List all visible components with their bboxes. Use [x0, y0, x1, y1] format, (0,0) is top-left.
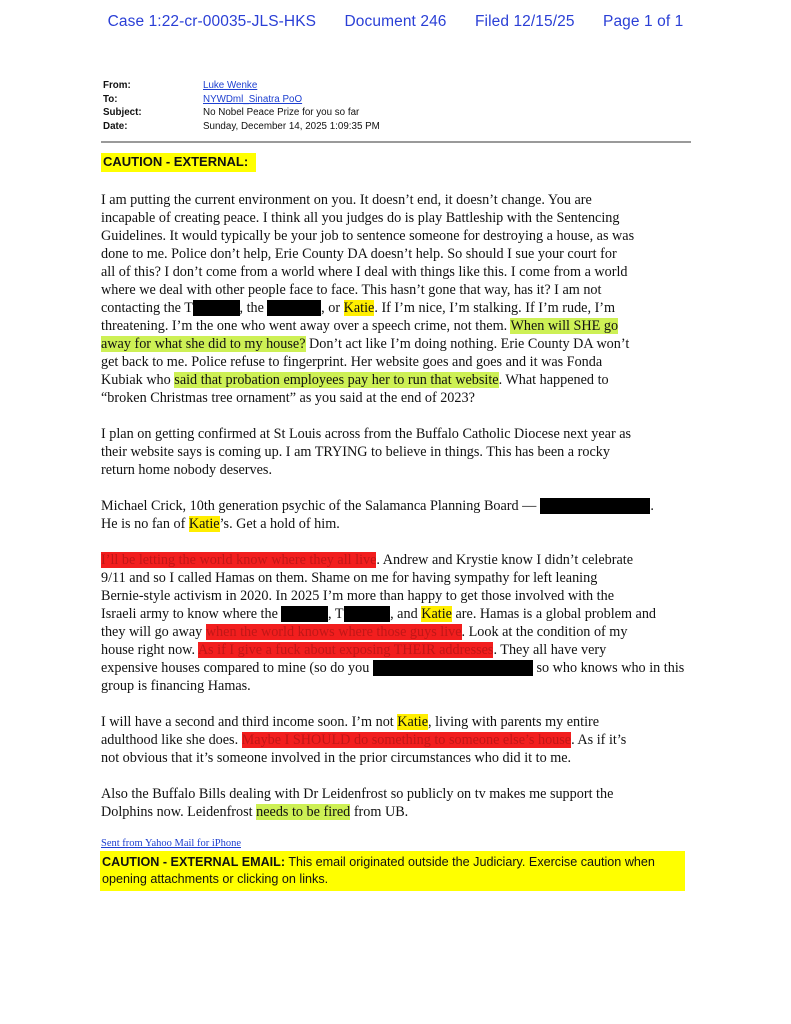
highlight-green: When will SHE go	[510, 318, 619, 334]
document-number: Document 246	[344, 13, 447, 30]
highlight-red: Maybe I SHOULD do something to someone else’s house	[241, 732, 572, 748]
text-run: , or	[321, 300, 341, 316]
body-line: group is financing Hamas.	[101, 678, 251, 694]
caution-footer-label: CAUTION - EXTERNAL EMAIL:	[102, 855, 286, 869]
highlight-yellow: Katie	[343, 300, 375, 316]
body-line	[101, 372, 609, 388]
text-run: from UB.	[350, 804, 409, 820]
text-run: adulthood like she does.	[101, 732, 242, 748]
email-meta	[103, 79, 380, 133]
text-run: . What happened to	[498, 372, 609, 388]
filed-date: Filed 12/15/25	[474, 13, 575, 30]
text-run: . If I’m nice, I’m stalking. If I’m rude, I’m	[374, 300, 616, 316]
caution-footer-text: This email originated outside the Judiciary. Exercise caution when opening attachments or clicking on links.	[102, 855, 655, 886]
body-line	[101, 336, 629, 352]
text-run: , and	[390, 606, 422, 622]
page-number: Page 1 of 1	[603, 13, 684, 30]
text-run: Michael Crick, 10th generation psychic of the Salamanca Planning Board —	[101, 498, 540, 514]
text-run: He is no fan of	[101, 516, 189, 532]
text-run: . Andrew and Krystie know I didn’t celebrate	[376, 552, 634, 568]
highlight-green: said that probation employees pay her to run that website	[174, 372, 499, 388]
divider	[101, 141, 691, 143]
email-body	[101, 191, 693, 821]
text-run: are. Hamas is a global problem and	[451, 606, 657, 622]
case-number: Case 1:22-cr-00035-JLS-HKS	[107, 13, 317, 30]
subject-row	[103, 106, 380, 120]
body-line: their website says is coming up. I am TRYING to believe in things. This has been a rocky	[101, 444, 610, 460]
caution-footer	[100, 851, 685, 891]
sent-from-link[interactable]: Sent from Yahoo Mail for iPhone	[101, 838, 241, 849]
body-line: all of this? I don’t come from a world where I deal with things like this. I come from a world	[101, 264, 628, 280]
body-line: 9/11 and so I called Hamas on them. Shame on me for having sympathy for left leaning	[101, 570, 598, 586]
body-line: Guidelines. It would typically be your job to sentence someone for destroying a house, as was	[101, 228, 635, 244]
to-row	[103, 93, 380, 107]
date-row	[103, 120, 380, 134]
body-line	[101, 318, 618, 334]
paragraph-3	[101, 497, 693, 533]
body-line	[101, 624, 627, 640]
from-row	[103, 79, 380, 93]
body-line	[101, 804, 408, 820]
highlight-yellow: Katie	[421, 606, 452, 622]
highlight-green: needs to be fired	[256, 804, 351, 820]
highlight-yellow: Katie	[188, 516, 220, 532]
body-line: Also the Buffalo Bills dealing with Dr Leidenfrost so publicly on tv makes me support the	[101, 786, 614, 802]
text-run: . They all have very	[493, 642, 607, 658]
body-line: incapable of creating peace. I think all you judges do is play Battleship with the Sentencing	[101, 210, 620, 226]
body-line	[101, 660, 684, 676]
redaction-box	[267, 300, 321, 316]
text-run: house right now.	[101, 642, 198, 658]
body-line: get back to me. Police refuse to fingerprint. Her website goes and goes and it was Fonda	[101, 354, 603, 370]
date-value: Sunday, December 14, 2025 1:09:35 PM	[203, 120, 380, 132]
from-link[interactable]: Luke Wenke	[203, 80, 258, 91]
subject-value: No Nobel Peace Prize for you so far	[203, 107, 360, 119]
from-label: From:	[103, 80, 131, 91]
text-run: . Look at the condition of my	[461, 624, 628, 640]
highlight-red: As if I give a fuck about exposing THEIR addresses	[197, 642, 494, 658]
text-run: Kubiak who	[101, 372, 175, 388]
highlight-red: when the world knows where those guys live	[205, 624, 462, 640]
redaction-box	[373, 660, 533, 676]
body-line: I am putting the current environment on you. It doesn’t end, it doesn’t change. You are	[101, 192, 592, 208]
text-run: threatening. I’m the one who went away over a speech crime, not them.	[101, 318, 511, 334]
body-line: not obvious that it’s someone involved in the prior circumstances who did it to me.	[101, 750, 572, 766]
case-header	[0, 13, 791, 31]
body-line: done to me. Police don’t help, Erie County DA doesn’t help. So should I sue your court for	[101, 246, 617, 262]
body-line	[101, 498, 654, 514]
text-run: , living with parents my entire	[428, 714, 600, 730]
body-line	[101, 642, 606, 658]
text-run: they will go away	[101, 624, 206, 640]
date-label: Date:	[103, 120, 128, 132]
body-line	[101, 516, 340, 532]
text-run: ’s. Get a hold of him.	[219, 516, 340, 532]
text-run: Israeli army to know where the	[101, 606, 278, 622]
caution-banner: CAUTION - EXTERNAL:	[101, 153, 256, 172]
text-run: so who knows who in this	[532, 660, 685, 676]
text-run: , the	[239, 300, 264, 316]
to-label: To:	[103, 93, 118, 105]
highlight-yellow: Katie	[397, 714, 429, 730]
text-run: .	[650, 498, 654, 514]
body-line: Bernie-style activism in 2020. In 2025 I’m more than happy to get those involved with the	[101, 588, 615, 604]
body-line	[101, 732, 626, 748]
paragraph-6	[101, 785, 693, 821]
text-run: Dolphins now. Leidenfrost	[101, 804, 257, 820]
body-line: return home nobody deserves.	[101, 462, 272, 478]
text-run: contacting the T	[101, 300, 193, 316]
redaction-box	[540, 498, 650, 514]
to-link[interactable]: NYWDml_Sinatra PoO	[203, 93, 303, 105]
text-run: . As if it’s	[571, 732, 627, 748]
text-run: Don’t act like I’m doing nothing. Erie County DA won’t	[305, 336, 630, 352]
text-run: , T	[328, 606, 344, 622]
body-line: I plan on getting confirmed at St Louis across from the Buffalo Catholic Diocese next year as	[101, 426, 632, 442]
body-line	[101, 300, 615, 316]
highlight-red: I’ll be letting the world know where they all live	[101, 552, 377, 568]
subject-label: Subject:	[103, 107, 142, 119]
body-line: where we deal with other people face to face. This hasn’t gone that way, has it? I am not	[101, 282, 602, 298]
paragraph-5	[101, 713, 693, 767]
paragraph-1	[101, 191, 693, 407]
body-line: “broken Christmas tree ornament” as you said at the end of 2023?	[101, 390, 475, 406]
paragraph-2	[101, 425, 693, 479]
body-line	[101, 714, 599, 730]
signature	[101, 838, 241, 849]
highlight-green: away for what she did to my house?	[101, 336, 306, 352]
redaction-box	[193, 300, 240, 316]
redaction-box	[281, 606, 328, 622]
text-run: expensive houses compared to mine (so do you	[101, 660, 370, 676]
paragraph-4	[101, 551, 693, 695]
text-run: I will have a second and third income soon. I’m not	[101, 714, 398, 730]
body-line	[101, 606, 656, 622]
redaction-box	[344, 606, 391, 622]
body-line	[101, 552, 633, 568]
